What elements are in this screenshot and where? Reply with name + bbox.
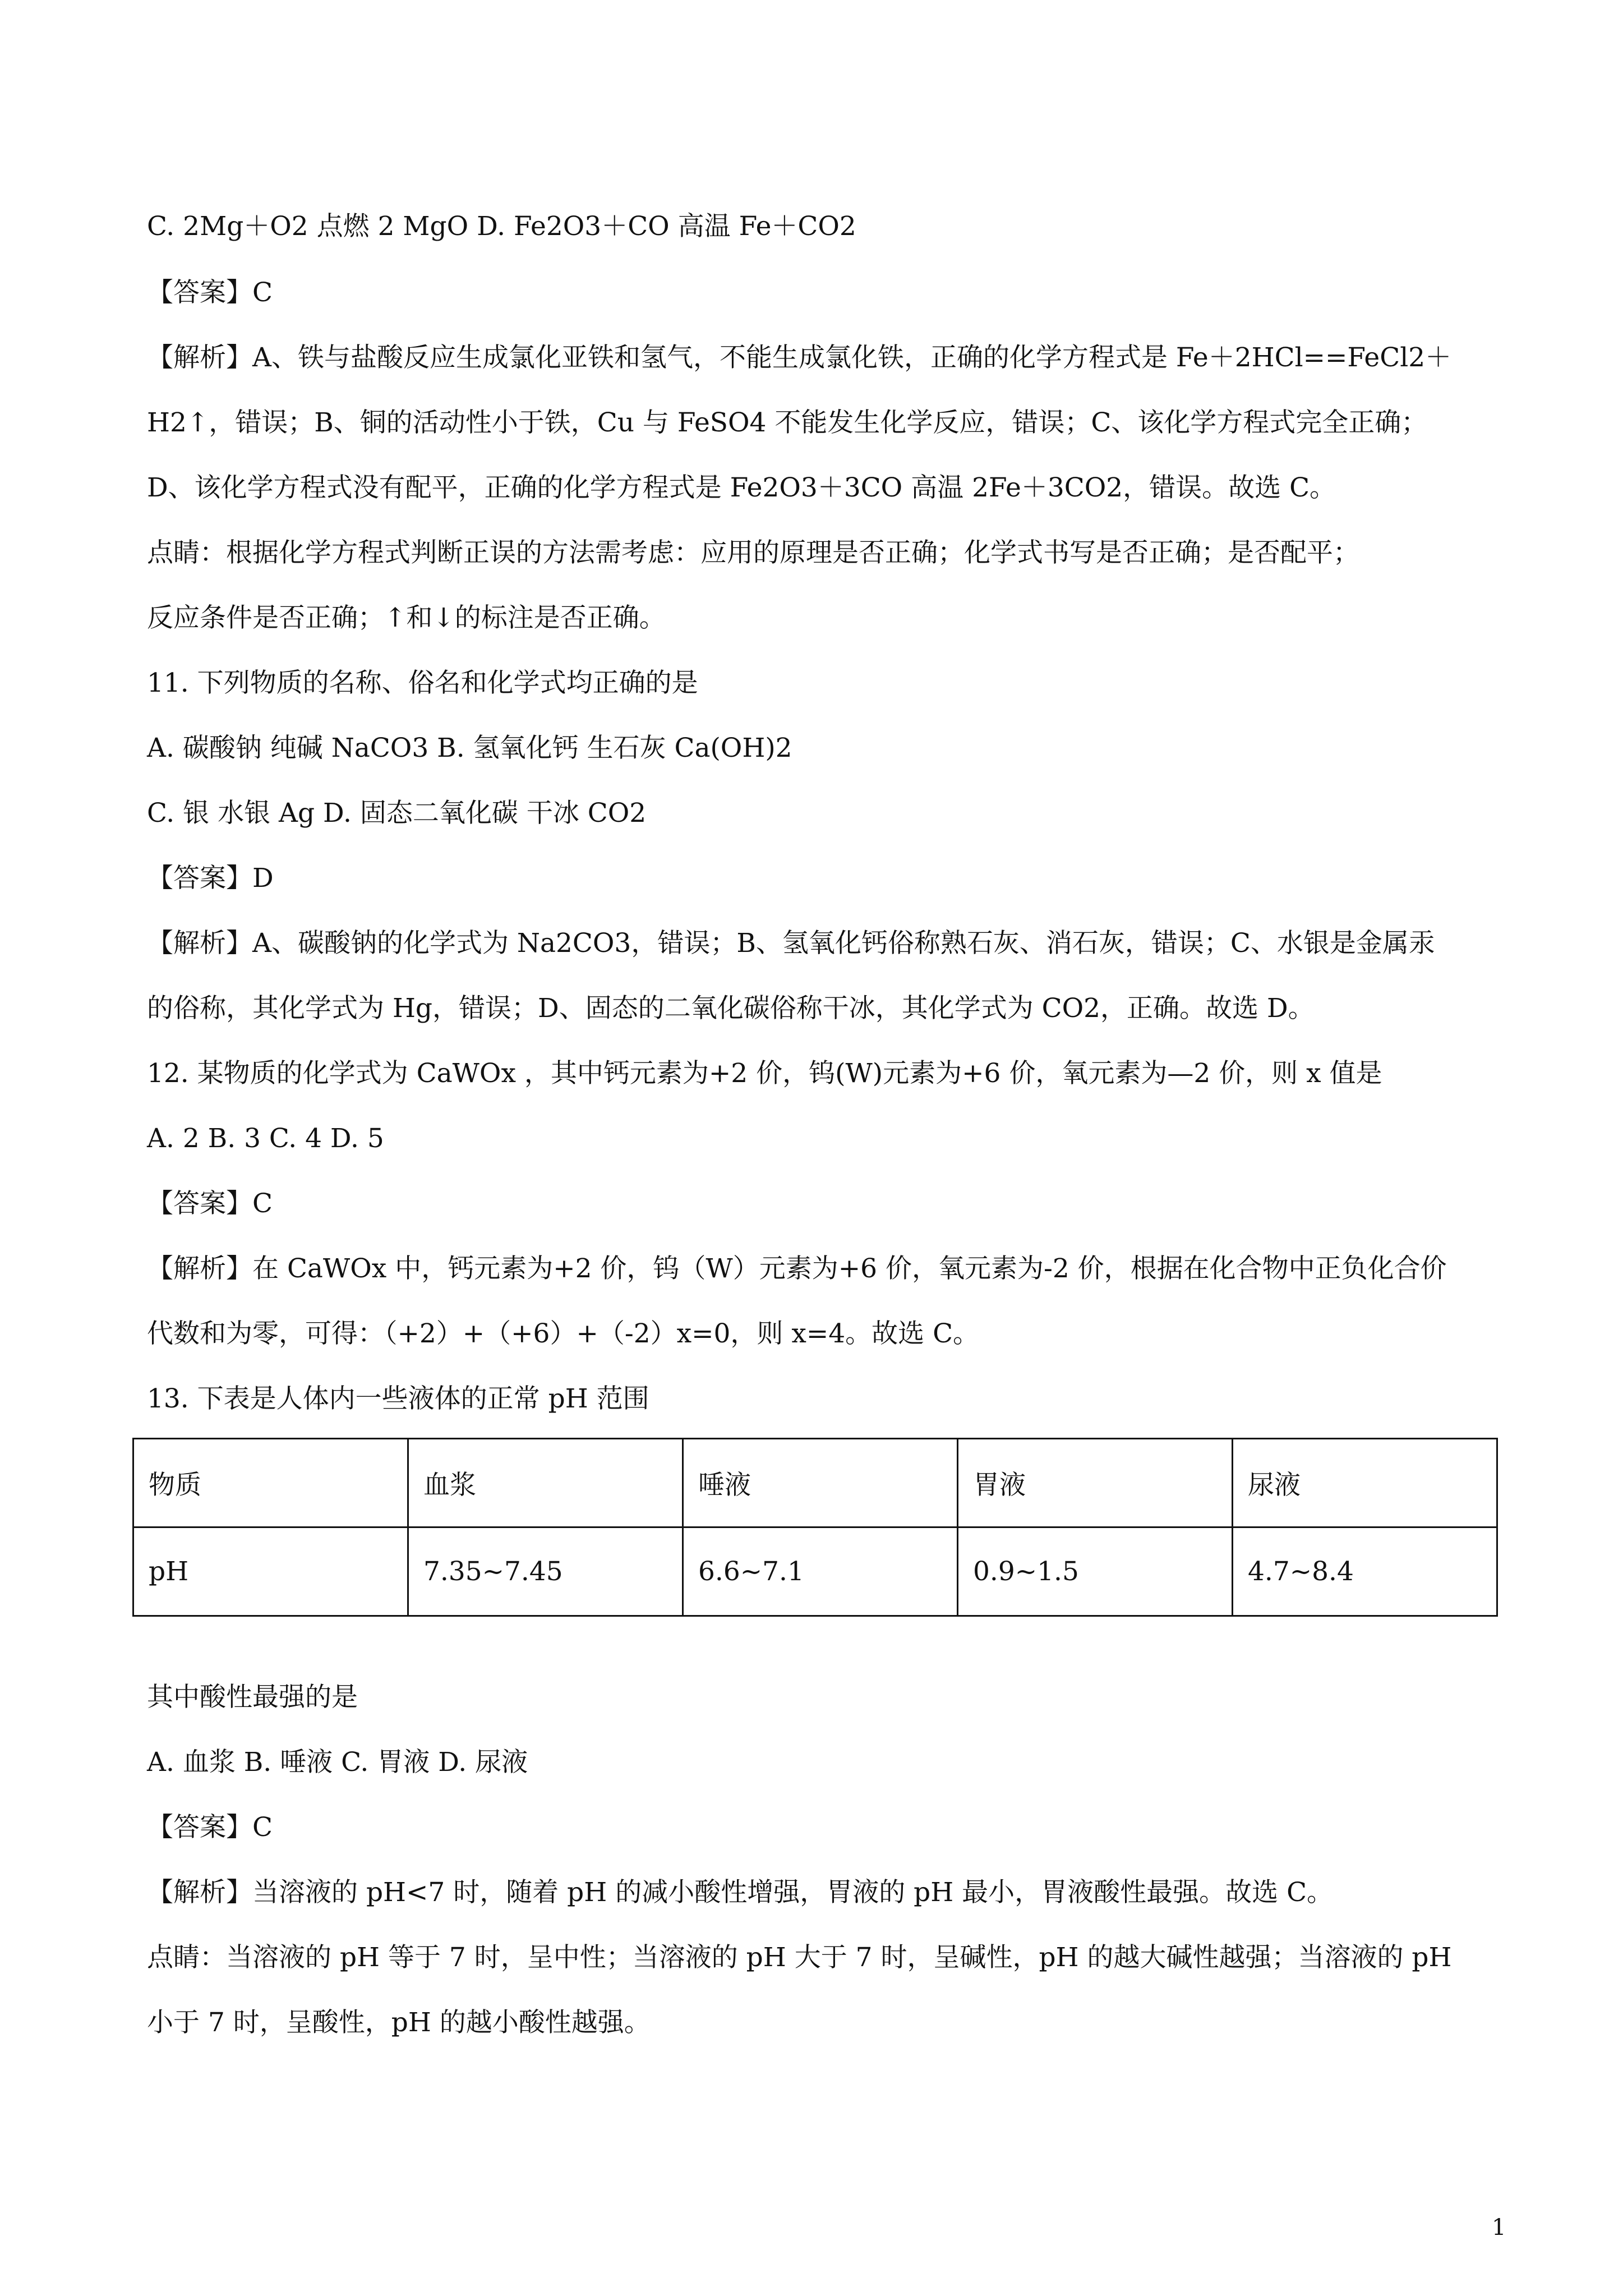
q12-analysis-line-2: 代数和为零，可得：（+2）+（+6）+（-2）x=0，则 x=4。故选 C。 [147,1318,980,1349]
table-row [133,1527,1497,1616]
table-cell: 0.9~1.5 [958,1527,1233,1616]
ph-range-table [132,1438,1498,1617]
table-header-cell: 胃液 [958,1439,1233,1527]
q11-question: 11. 下列物质的名称、俗名和化学式均正确的是 [147,668,698,698]
q13-question: 13. 下表是人体内一些液体的正常 pH 范围 [147,1383,649,1414]
table-header-cell: 尿液 [1233,1439,1497,1527]
q10-tip-line-2: 反应条件是否正确；↑和↓的标注是否正确。 [147,602,666,633]
q12-question: 12. 某物质的化学式为 CaWOx ，其中钙元素为+2 价，钨(W)元素为+6 价，氧元素为—2 价，则 x 值是 [147,1058,1382,1089]
table-cell: 4.7~8.4 [1233,1527,1497,1616]
q10-analysis-line-1: 【解析】A、铁与盐酸反应生成氯化亚铁和氢气，不能生成氯化铁，正确的化学方程式是 Fe＋2HCl==FeCl2＋ [147,342,1452,373]
table-header-cell: 物质 [133,1439,408,1527]
q13-options: A. 血浆 B. 唾液 C. 胃液 D. 尿液 [147,1747,528,1778]
q10-analysis-line-2: H2↑，错误；B、铜的活动性小于铁，Cu 与 FeSO4 不能发生化学反应，错误；C、该化学方程式完全正确； [147,407,1428,438]
q10-answer: 【答案】C [147,277,273,308]
table-header-row [133,1439,1497,1527]
q11-options-cd: C. 银 水银 Ag D. 固态二氧化碳 干冰 CO2 [147,798,647,829]
page-number: 1 [1492,2215,1506,2240]
q11-options-ab: A. 碳酸钠 纯碱 NaCO3 B. 氢氧化钙 生石灰 Ca(OH)2 [147,733,792,763]
table-header-cell: 唾液 [683,1439,958,1527]
q12-answer: 【答案】C [147,1188,273,1219]
table-cell: 6.6~7.1 [683,1527,958,1616]
q11-answer: 【答案】D [147,863,274,894]
q12-options: A. 2 B. 3 C. 4 D. 5 [147,1123,384,1154]
q10-tip-line-1: 点睛：根据化学方程式判断正误的方法需考虑：应用的原理是否正确；化学式书写是否正确；是否配平； [147,537,1359,568]
q11-analysis-line-1: 【解析】A、碳酸钠的化学式为 Na2CO3，错误；B、氢氧化钙俗称熟石灰、消石灰，错误；C、水银是金属汞 [147,928,1435,959]
q13-tip-line-1: 点睛：当溶液的 pH 等于 7 时，呈中性；当溶液的 pH 大于 7 时，呈碱性，pH 的越大碱性越强；当溶液的 pH [147,1942,1452,1973]
q13-analysis: 【解析】当溶液的 pH<7 时，随着 pH 的减小酸性增强，胃液的 pH 最小，胃液酸性最强。故选 C。 [147,1877,1334,1908]
q13-tip-line-2: 小于 7 时，呈酸性，pH 的越小酸性越强。 [147,2007,651,2038]
q10-analysis-line-3: D、该化学方程式没有配平，正确的化学方程式是 Fe2O3＋3CO 高温 2Fe＋3CO2，错误。故选 C。 [147,472,1336,503]
q11-analysis-line-2: 的俗称，其化学式为 Hg，错误；D、固态的二氧化碳俗称干冰，其化学式为 CO2，正确。故选 D。 [147,993,1315,1024]
table-cell: pH [133,1527,408,1616]
table-cell: 7.35~7.45 [408,1527,683,1616]
q13-answer: 【答案】C [147,1812,273,1843]
q12-analysis-line-1: 【解析】在 CaWOx 中，钙元素为+2 价，钨（W）元素为+6 价，氧元素为-2 价，根据在化合物中正负化合价 [147,1253,1447,1284]
q13-question-cont: 其中酸性最强的是 [147,1682,358,1713]
q10-options-cd: C. 2Mg＋O2 点燃 2 MgO D. Fe2O3＋CO 高温 Fe＋CO2 [147,211,856,242]
table-header-cell: 血浆 [408,1439,683,1527]
